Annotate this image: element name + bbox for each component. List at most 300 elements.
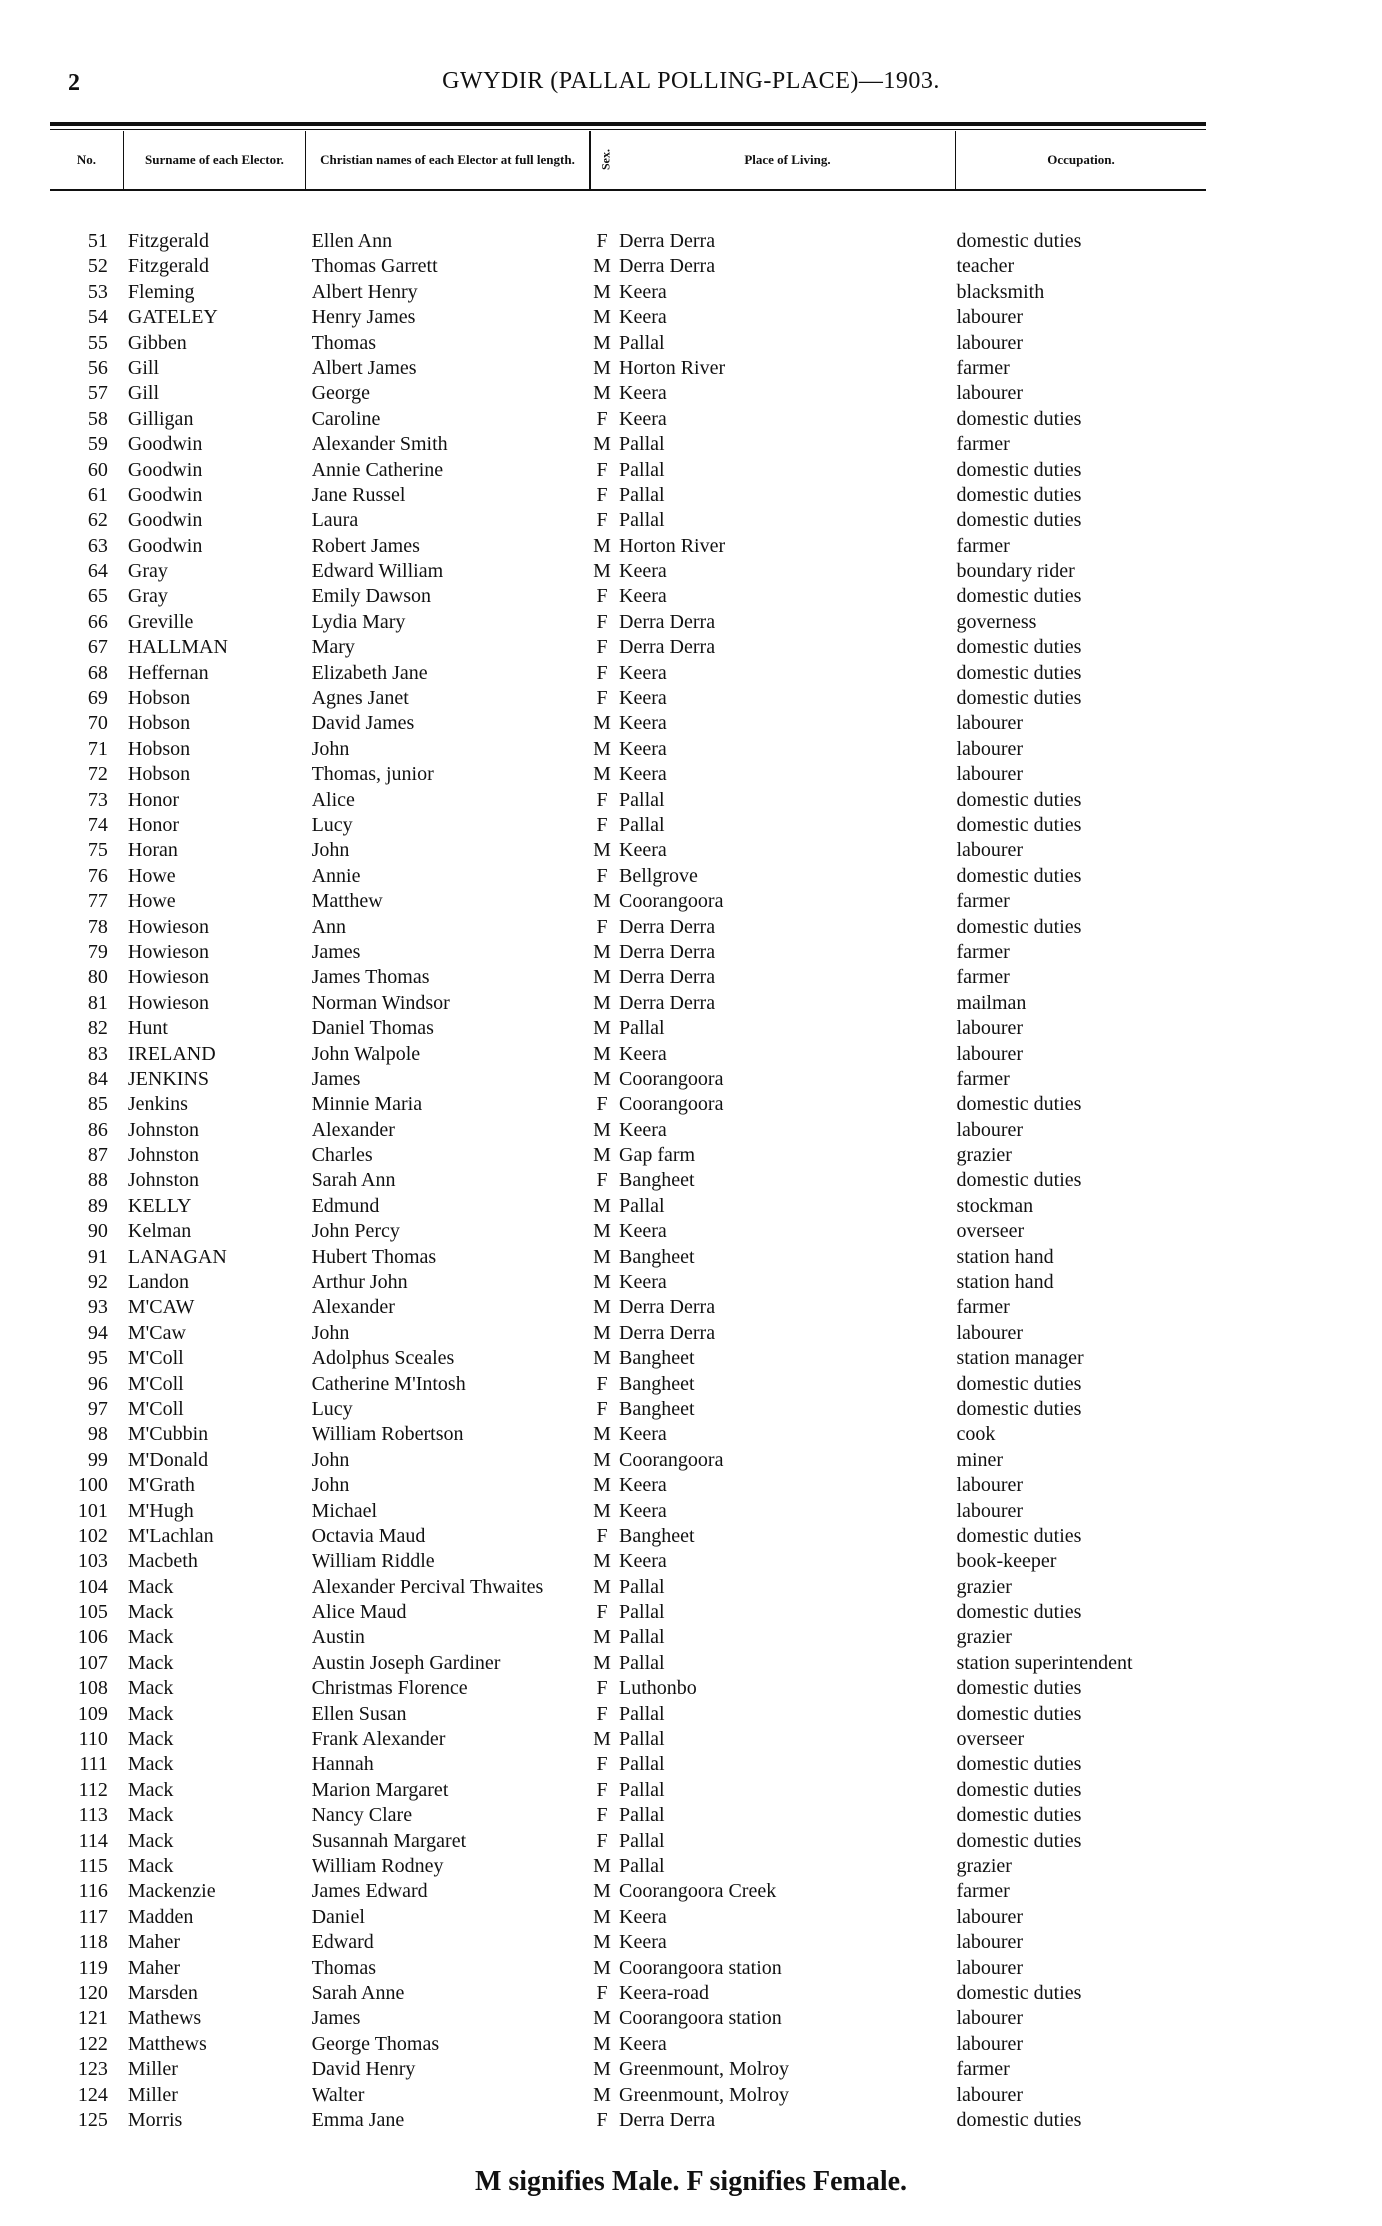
entry-sex: M [593,890,611,913]
entry-surname: Goodwin [127,534,203,557]
entry-number: 112 [78,1778,108,1801]
entry-number: 80 [87,966,108,989]
entry-number: 124 [77,2083,108,2106]
entry-christian-names: James Edward [311,1880,428,1903]
entry-number: 87 [87,1144,108,1167]
entry-christian-names: Arthur John [311,1271,408,1294]
entry-surname: Howieson [127,966,209,989]
entry-christian-names: Lydia Mary [311,610,406,633]
entry-number: 107 [77,1651,108,1674]
table-row [50,788,1206,813]
entry-christian-names: Sarah Anne [311,1981,405,2004]
entry-place: Bangheet [619,1524,695,1547]
entry-number: 61 [87,483,108,506]
entry-christian-names: Catherine M'Intosh [311,1372,466,1395]
entry-sex: M [593,2032,611,2055]
column-header-sex: Sex. [590,131,620,189]
entry-number: 63 [87,534,108,557]
entry-sex: F [596,661,608,684]
entry-surname: Mathews [127,2007,202,2030]
entry-occupation: domestic duties [956,1372,1082,1395]
entry-sex: M [593,306,611,329]
entry-christian-names: Christmas Florence [311,1677,468,1700]
entry-sex: F [596,788,608,811]
entry-sex: M [593,1042,611,1065]
entry-christian-names: John Percy [311,1220,400,1243]
table-row [50,381,1206,406]
entry-number: 56 [87,356,108,379]
entry-occupation: station hand [956,1245,1054,1268]
entry-place: Pallal [619,1753,665,1776]
entry-surname: Goodwin [127,509,203,532]
entry-occupation: domestic duties [956,1804,1082,1827]
entry-sex: F [596,458,608,481]
entry-christian-names: Charles [311,1144,373,1167]
entry-place: Greenmount, Molroy [619,2083,790,2106]
entry-place: Keera [619,560,667,583]
entry-number: 114 [78,1829,108,1852]
entry-occupation: labourer [956,2083,1024,2106]
entry-christian-names: Alexander Percival Thwaites [311,1575,544,1598]
entry-christian-names: Annie Catherine [311,458,444,481]
entry-number: 64 [87,560,108,583]
entry-number: 103 [77,1550,108,1573]
page-number: 2 [68,70,80,96]
table-row [50,1905,1206,1930]
entry-place: Pallal [619,458,665,481]
entry-number: 65 [87,585,108,608]
header-rule [50,122,1206,126]
entry-christian-names: William Rodney [311,1855,444,1877]
entry-surname: M'Coll [127,1397,184,1420]
entry-sex: F [596,1397,608,1420]
entry-number: 94 [87,1321,108,1344]
entry-christian-names: James [311,1067,361,1090]
entry-christian-names: George [311,382,371,405]
entry-number: 60 [87,458,108,481]
entry-number: 121 [77,2007,108,2030]
entry-place: Keera-road [619,1981,709,2004]
entry-sex: M [593,1347,611,1370]
table-row [50,534,1206,559]
entry-number: 83 [87,1042,108,1065]
entry-occupation: domestic duties [956,509,1082,532]
entry-occupation: overseer [956,1728,1025,1751]
entry-occupation: domestic duties [956,1093,1082,1116]
entry-christian-names: Matthew [311,890,383,913]
entry-christian-names: Austin [311,1626,365,1649]
entry-place: Pallal [619,1804,665,1827]
entry-occupation: teacher [956,255,1015,278]
entry-occupation: blacksmith [956,280,1045,303]
entry-number: 102 [77,1524,108,1547]
entry-occupation: labourer [956,712,1024,735]
table-row [50,1778,1206,1803]
entry-number: 79 [87,940,108,963]
entry-place: Keera [619,1271,667,1294]
entry-occupation: labourer [956,331,1024,354]
entry-number: 57 [87,382,108,405]
entry-occupation: labourer [956,2007,1024,2030]
entry-number: 85 [87,1093,108,1116]
entry-place: Keera [619,712,667,735]
entry-sex: M [593,1931,611,1954]
entry-christian-names: John Walpole [311,1042,421,1065]
entry-occupation: domestic duties [956,407,1082,430]
table-row [50,1981,1206,2006]
entry-christian-names: Agnes Janet [311,687,409,710]
table-row [50,2032,1206,2057]
table-row [50,432,1206,457]
column-header-occupation: Occupation. [1047,152,1115,167]
entry-surname: HALLMAN [127,636,228,659]
entry-number: 104 [77,1575,108,1598]
entry-sex: M [593,1855,611,1877]
entry-number: 98 [87,1423,108,1446]
table-row [50,635,1206,660]
table-row [50,1727,1206,1752]
entry-occupation: farmer [956,356,1010,379]
entry-sex: F [596,2108,608,2131]
table-row [50,2083,1206,2108]
entry-number: 62 [87,509,108,532]
entry-place: Derra Derra [619,2108,716,2131]
entry-occupation: domestic duties [956,1753,1082,1776]
entry-place: Keera [619,306,667,329]
entry-surname: Matthews [127,2032,207,2055]
table-row [50,2006,1206,2031]
entry-place: Luthonbo [619,1677,697,1700]
entry-surname: Goodwin [127,458,203,481]
entry-number: 72 [87,763,108,786]
entry-sex: M [593,382,611,405]
entry-number: 53 [87,280,108,303]
entry-christian-names: Albert James [311,356,417,379]
entry-occupation: farmer [956,534,1010,557]
entry-sex: F [596,1093,608,1116]
entry-surname: Heffernan [127,661,209,684]
entry-christian-names: Daniel [311,1905,365,1928]
entry-place: Horton River [619,534,726,557]
table-row [50,686,1206,711]
entry-number: 52 [87,255,108,278]
entry-sex: M [593,966,611,989]
entry-christian-names: Alexander [311,1296,395,1319]
table-row [50,1372,1206,1397]
entry-christian-names: Edward [311,1931,374,1954]
entry-surname: Madden [127,1905,194,1928]
entry-sex: M [593,356,611,379]
entry-christian-names: Frank Alexander [311,1728,446,1751]
entry-occupation: labourer [956,1017,1024,1040]
footer-note: M signifies Male. F signifies Female. [474,2166,908,2197]
entry-christian-names: Sarah Ann [311,1169,396,1192]
entry-occupation: farmer [956,1067,1010,1090]
entry-occupation: labourer [956,1499,1024,1522]
entry-sex: F [596,687,608,710]
table-row [50,407,1206,432]
table-row [50,2057,1206,2082]
entry-christian-names: Ann [311,915,347,938]
entry-number: 120 [77,1981,108,2004]
entry-christian-names: James Thomas [311,966,430,989]
entry-sex: F [596,1702,608,1725]
entry-sex: M [593,1118,611,1141]
entry-number: 95 [87,1347,108,1370]
entry-occupation: labourer [956,1931,1024,1954]
entry-christian-names: George Thomas [311,2032,440,2055]
table-row [50,1702,1206,1727]
entry-sex: M [593,1575,611,1598]
entry-christian-names: Hannah [311,1753,374,1776]
entry-surname: Fitzgerald [127,230,209,252]
entry-number: 105 [77,1601,108,1624]
table-row [50,1600,1206,1625]
entry-sex: F [596,585,608,608]
entry-christian-names: Hubert Thomas [311,1245,437,1268]
entry-sex: F [596,1372,608,1395]
entry-christian-names: Thomas [311,331,376,354]
entry-sex: M [593,712,611,735]
entry-christian-names: Henry James [311,306,416,329]
entry-surname: Howieson [127,915,209,938]
entry-surname: Fitzgerald [127,255,209,278]
entry-occupation: governess [956,610,1037,633]
entry-christian-names: Thomas Garrett [311,255,438,278]
entry-place: Derra Derra [619,636,716,659]
entry-sex: M [593,1271,611,1294]
entry-place: Derra Derra [619,991,716,1014]
entry-surname: Maher [127,1956,181,1979]
entry-place: Pallal [619,483,665,506]
entry-occupation: labourer [956,306,1024,329]
entry-surname: JENKINS [127,1067,210,1090]
entry-surname: Miller [127,2083,178,2106]
entry-occupation: farmer [956,1880,1010,1903]
entry-surname: M'Donald [127,1448,209,1471]
table-row [50,1118,1206,1143]
entry-christian-names: Walter [311,2083,365,2106]
entry-christian-names: John [311,1474,350,1497]
entry-occupation: domestic duties [956,1702,1082,1725]
entry-sex: M [593,331,611,354]
entry-place: Keera [619,687,667,710]
entry-surname: Kelman [127,1220,192,1243]
entry-christian-names: Adolphus Sceales [311,1347,455,1370]
entry-christian-names: Austin Joseph Gardiner [311,1651,501,1674]
entry-place: Pallal [619,1829,665,1852]
entry-place: Derra Derra [619,230,716,252]
entry-place: Pallal [619,1728,665,1751]
entry-place: Bangheet [619,1347,695,1370]
table-row [50,1016,1206,1041]
entry-number: 99 [87,1448,108,1471]
entry-number: 67 [87,636,108,659]
entry-place: Keera [619,1905,667,1928]
table-row [50,610,1206,635]
table-row [50,280,1206,305]
table-row [50,584,1206,609]
entry-occupation: labourer [956,1474,1024,1497]
entry-sex: M [593,1194,611,1217]
entry-place: Keera [619,1499,667,1522]
entry-christian-names: Edmund [311,1194,380,1217]
table-row [50,1549,1206,1574]
entry-number: 75 [87,839,108,862]
entry-place: Pallal [619,1778,665,1801]
entry-surname: Hunt [127,1017,168,1040]
entry-sex: F [596,1601,608,1624]
entry-christian-names: Lucy [311,1397,353,1420]
entry-sex: F [596,1677,608,1700]
entry-occupation: domestic duties [956,1524,1082,1547]
entry-occupation: grazier [956,1144,1012,1167]
table-row [50,1499,1206,1524]
entry-number: 110 [78,1728,108,1751]
entry-place: Coorangoora station [619,2007,782,2030]
entry-number: 101 [77,1499,108,1522]
entry-number: 55 [87,331,108,354]
entry-place: Keera [619,382,667,405]
entry-number: 84 [87,1067,108,1090]
entry-christian-names: Nancy Clare [311,1804,413,1827]
entry-surname: Mack [127,1804,174,1827]
entry-occupation: domestic duties [956,915,1082,938]
entry-place: Pallal [619,1017,665,1040]
entry-surname: Johnston [127,1144,200,1167]
entry-place: Derra Derra [619,255,716,278]
entry-number: 109 [77,1702,108,1725]
entry-occupation: book-keeper [956,1550,1057,1573]
entry-sex: F [596,1778,608,1801]
table-row [50,864,1206,889]
entry-surname: Mack [127,1702,174,1725]
column-header-row [50,131,1206,191]
table-row [50,1042,1206,1067]
entry-surname: M'Cubbin [127,1423,209,1446]
entry-occupation: labourer [956,737,1024,760]
entry-sex: M [593,1321,611,1344]
entry-number: 74 [87,813,108,836]
entry-place: Keera [619,280,667,303]
entry-number: 76 [87,864,108,887]
entry-number: 90 [87,1220,108,1243]
entry-sex: M [593,1423,611,1446]
table-row [50,1803,1206,1828]
entry-christian-names: Susannah Margaret [311,1829,467,1852]
entry-christian-names: Thomas, junior [311,763,434,786]
entry-occupation: farmer [956,890,1010,913]
entry-occupation: domestic duties [956,788,1082,811]
entry-sex: M [593,1626,611,1649]
entry-number: 66 [87,610,108,633]
entry-place: Bangheet [619,1372,695,1395]
entry-occupation: cook [956,1423,996,1446]
entry-surname: Mackenzie [127,1880,216,1903]
entry-sex: M [593,1017,611,1040]
entry-number: 89 [87,1194,108,1217]
entry-sex: F [596,483,608,506]
entry-occupation: domestic duties [956,2108,1082,2131]
entry-sex: F [596,1524,608,1547]
table-row [50,1752,1206,1777]
entry-christian-names: John [311,839,350,862]
entry-place: Coorangoora [619,1067,724,1090]
entry-place: Keera [619,585,667,608]
table-row [50,1930,1206,1955]
table-row [50,1879,1206,1904]
column-header-no: No. [50,131,124,189]
entry-surname: Johnston [127,1169,200,1192]
table-row [50,762,1206,787]
entry-sex: M [593,2083,611,2106]
table-row [50,1473,1206,1498]
entry-number: 118 [78,1931,108,1954]
entry-surname: Miller [127,2058,178,2081]
entry-christian-names: Annie [311,864,361,887]
entry-number: 77 [87,890,108,913]
entry-sex: M [593,560,611,583]
entry-surname: M'Caw [127,1321,186,1344]
entry-surname: Howe [127,864,176,887]
entry-place: Pallal [619,1651,665,1674]
entry-surname: Honor [127,788,179,811]
entry-sex: M [593,1220,611,1243]
entry-number: 125 [77,2108,108,2131]
entry-occupation: station manager [956,1347,1084,1370]
entry-surname: Mack [127,1855,174,1877]
entry-number: 119 [78,1956,108,1979]
entry-surname: Hobson [127,763,191,786]
entry-number: 88 [87,1169,108,1192]
entry-surname: Honor [127,813,179,836]
entry-number: 122 [77,2032,108,2055]
entry-place: Pallal [619,1194,665,1217]
entry-place: Derra Derra [619,610,716,633]
table-row [50,1245,1206,1270]
entry-surname: Hobson [127,737,191,760]
entry-surname: Gibben [127,331,187,354]
entry-surname: Hobson [127,712,191,735]
table-row [50,1956,1206,1981]
table-row [50,305,1206,330]
entry-place: Pallal [619,788,665,811]
table-row [50,1143,1206,1168]
entry-number: 106 [77,1626,108,1649]
entry-sex: M [593,1880,611,1903]
entry-sex: F [596,915,608,938]
entry-christian-names: Thomas [311,1956,376,1979]
table-row [50,1829,1206,1854]
entry-sex: M [593,255,611,278]
entry-surname: Goodwin [127,483,203,506]
table-row [50,1448,1206,1473]
entry-sex: M [593,2058,611,2081]
entry-place: Keera [619,2032,667,2055]
entry-surname: M'Hugh [127,1499,194,1522]
entry-sex: M [593,1499,611,1522]
entry-number: 115 [78,1855,108,1877]
entry-occupation: domestic duties [956,661,1082,684]
entry-occupation: labourer [956,763,1024,786]
entry-sex: F [596,1169,608,1192]
entry-surname: M'CAW [127,1296,195,1319]
entry-sex: M [593,1956,611,1979]
entry-place: Coorangoora Creek [619,1880,777,1903]
entry-place: Derra Derra [619,1296,716,1319]
header-rule-thin [50,129,1206,130]
entry-number: 82 [87,1017,108,1040]
